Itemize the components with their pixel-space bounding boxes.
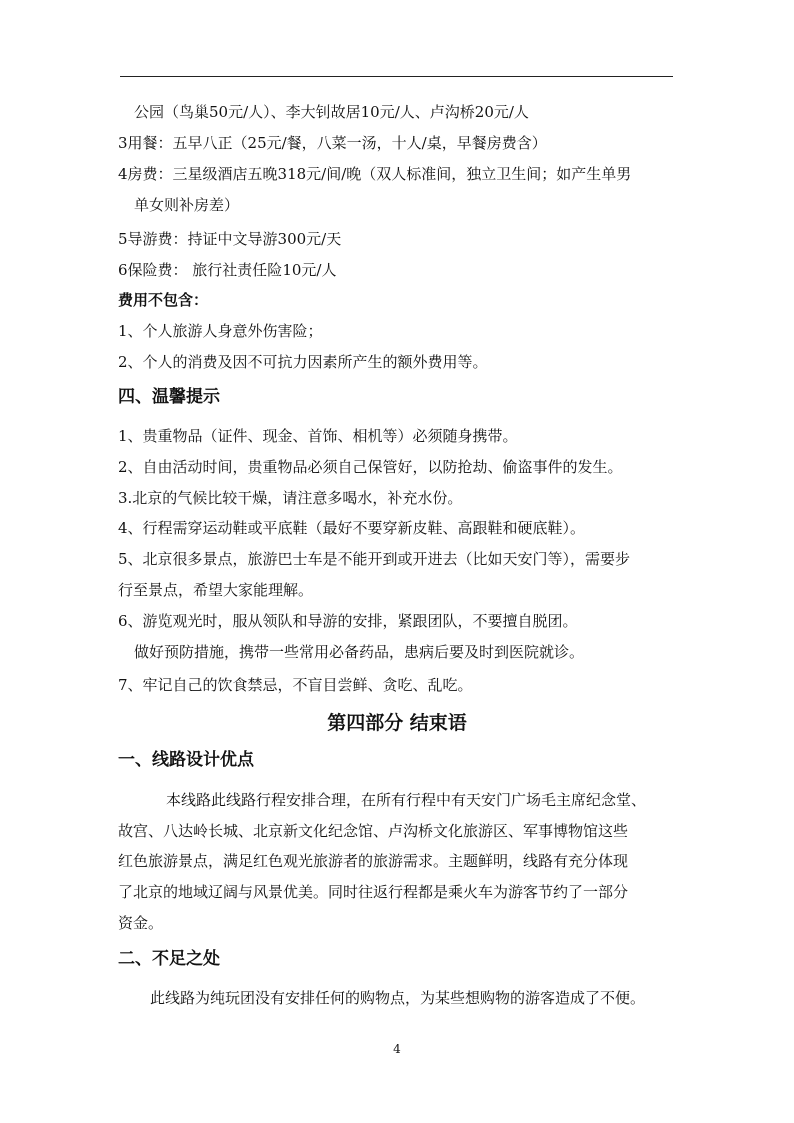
tip-3: 3.北京的气候比较干燥，请注意多喝水，补充水份。 <box>118 489 463 507</box>
advantages-heading: 一、线路设计优点 <box>118 750 254 770</box>
page-number: 4 <box>393 1042 401 1056</box>
tip-5-line-2: 行至景点，希望大家能理解。 <box>118 581 314 599</box>
excluded-item-1: 1、个人旅游人身意外伤害险； <box>118 322 323 340</box>
tip-7: 7、牢记自己的饮食禁忌，不盲目尝鲜、贪吃、乱吃。 <box>118 676 473 694</box>
shortcomings-line-1: 此线路为纯玩团没有安排任何的购物点，为某些想购物的游客造成了不便。 <box>150 989 646 1007</box>
tip-1: 1、贵重物品（证件、现金、首饰、相机等）必须随身携带。 <box>118 427 518 445</box>
excluded-item-2: 2、个人的消费及因不可抗力因素所产生的额外费用等。 <box>118 353 488 371</box>
tip-4: 4、行程需穿运动鞋或平底鞋（最好不要穿新皮鞋、高跟鞋和硬底鞋）。 <box>118 519 586 537</box>
tip-6-extra: 做好预防措施，携带一些常用必备药品，患病后要及时到医院就诊。 <box>134 643 585 661</box>
insurance-line: 6保险费： 旅行社责任险10元/人 <box>118 261 337 279</box>
costs-excluded-title: 费用不包含： <box>118 291 209 309</box>
guide-fee-line: 5导游费：持证中文导游300元/天 <box>118 230 342 248</box>
tip-2: 2、自由活动时间，贵重物品必须自己保管好，以防抢劫、偷盗事件的发生。 <box>118 458 623 476</box>
advantages-line-4: 了北京的地域辽阔与风景优美。同时往返行程都是乘火车为游客节约了一部分 <box>118 883 629 901</box>
hotel-line-1: 4房费：三星级酒店五晚318元/间/晚（双人标准间，独立卫生间；如产生单男 <box>118 165 632 183</box>
shortcomings-heading: 二、不足之处 <box>118 949 220 969</box>
meals-line: 3用餐：五早八正（25元/餐，八菜一汤，十人/桌，早餐房费含） <box>118 134 547 152</box>
tip-6: 6、游览观光时，服从领队和导游的安排，紧跟团队，不要擅自脱团。 <box>118 612 578 630</box>
advantages-line-1: 本线路此线路行程安排合理，在所有行程中有天安门广场毛主席纪念堂、 <box>166 791 647 809</box>
advantages-line-5: 资金。 <box>118 914 164 932</box>
tips-heading: 四、温馨提示 <box>118 387 220 407</box>
advantages-line-3: 红色旅游景点，满足红色观光旅游者的旅游需求。主题鲜明，线路有充分体现 <box>118 852 629 870</box>
ticket-price-line: 公园（鸟巢50元/人）、李大钊故居10元/人、卢沟桥20元/人 <box>134 103 529 121</box>
header-rule <box>120 76 673 77</box>
hotel-line-2: 单女则补房差） <box>134 196 240 214</box>
part-four-title: 第四部分 结束语 <box>327 712 467 734</box>
tip-5-line-1: 5、北京很多景点，旅游巴士车是不能开到或开进去（比如天安门等），需要步 <box>118 550 631 568</box>
advantages-line-2: 故宫、八达岭长城、北京新文化纪念馆、卢沟桥文化旅游区、军事博物馆这些 <box>118 822 629 840</box>
